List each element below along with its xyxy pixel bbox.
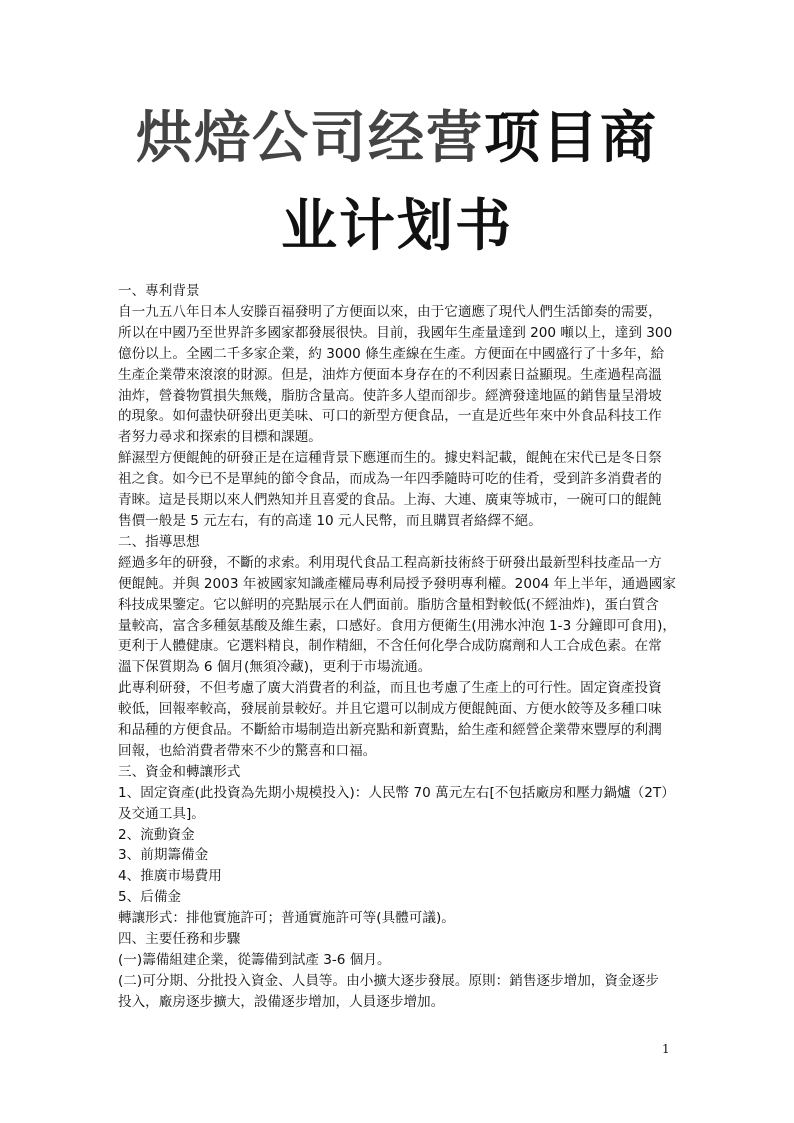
text-line: 量較高，富含多種氨基酸及維生素，口感好。食用方便衛生(用沸水沖泡 1-3 分鐘即可食用)， (118, 617, 677, 634)
title-line-1-part-a: 烘焙公司经营 (136, 105, 484, 171)
text-line: 三、資金和轉讓形式 (118, 763, 241, 780)
text-line: 所以在中國乃至世界許多國家都發展很快。目前，我國年生產量達到 200 噸以上，達到 300 (118, 324, 673, 341)
text-line: 四、主要任務和步驟 (118, 931, 241, 948)
text-line: 青睞。這是長期以來人們熟知并且喜愛的食品。上海、大連、廣東等城市，一碗可口的餛飩 (118, 492, 662, 509)
text-line: 油炸，營養物質損失無幾，脂肪含量高。使許多人望而卻步。經濟發達地區的銷售量呈滑坡 (118, 387, 662, 404)
text-line: 者努力尋求和探索的目標和課題。 (118, 429, 322, 446)
text-line: 較低，回報率較高，發展前景較好。并且它還可以制成方便餛飩面、方便水餃等及多種口味 (118, 701, 662, 718)
text-line: 售價一般是 5 元左右，有的高達 10 元人民幣，而且購買者絡繹不絕。 (118, 512, 542, 529)
text-line: (二)可分期、分批投入資金、人員等。由小擴大逐步發展。原則：銷售逐步增加，資金逐步 (118, 972, 659, 989)
text-line: 溫下保質期為 6 個月(無須冷藏)，更利于市場流通。 (118, 659, 432, 676)
text-line: 的現象。如何盡快研發出更美味、可口的新型方便食品，一直是近些年來中外食品科技工作 (118, 408, 662, 425)
text-line: 生產企業帶來滾滾的財源。但是，油炸方便面本身存在的不利因素日益顯現。生產過程高溫 (118, 366, 662, 383)
body-text (118, 281, 684, 1013)
text-line: 鮮濕型方便餛飩的研發正是在這種背景下應運而生的。據史料記載，餛飩在宋代已是冬日祭 (118, 450, 662, 467)
title-line-1-part-b: 项目商 (484, 105, 658, 171)
title-line-1 (0, 106, 794, 170)
text-line: 及交通工具]。 (118, 805, 205, 822)
title-line-2: 业计划书 (281, 193, 513, 259)
text-line: 便餛飩。并與 2003 年被國家知識產權局專利局授予發明專利權。2004 年上半年，通過國家 (118, 575, 676, 592)
text-line: 一、專利背景 (118, 283, 200, 299)
text-line: 2、流動資金 (118, 826, 195, 843)
text-line: 1、固定資產(此投資為先期小規模投入)：人民幣 70 萬元左右[不包括廠房和壓力鍋爐（2T） (118, 784, 675, 801)
text-line: (一)籌備組建企業，從籌備到試產 3-6 個月。 (118, 952, 391, 968)
text-line: 回報，也給消費者帶來不少的驚喜和口福。 (118, 742, 377, 759)
text-line: 投入，廠房逐步擴大，設備逐步增加，人員逐步增加。 (118, 993, 445, 1010)
text-line: 4、推廣市場費用 (118, 868, 222, 885)
text-line: 自一九五八年日本人安滕百福發明了方便面以來，由于它適應了現代人們生活節奏的需要， (118, 303, 662, 320)
text-line: 5、后備金 (118, 889, 182, 906)
text-line: 二、指導思想 (118, 533, 200, 550)
text-line: 科技成果鑒定。它以鮮明的亮點展示在人們面前。脂肪含量相對較低(不經油炸)，蛋白質含 (118, 596, 659, 613)
text-line: 3、前期籌備金 (118, 847, 209, 864)
text-line: 更利于人體健康。它選料精良，制作精細，不含任何化學合成防腐劑和人工合成色素。在常 (118, 638, 662, 655)
text-line: 祖之食。如今已不是單純的節令食品，而成為一年四季隨時可吃的佳肴，受到許多消費者的 (118, 471, 662, 488)
text-line: 億份以上。全國二千多家企業，約 3000 條生產線在生產。方便面在中國盛行了十多年，給 (118, 345, 665, 362)
text-line: 經過多年的研發，不斷的求索。利用現代食品工程高新技術終于研發出最新型科技產品一方 (118, 554, 662, 571)
text-line: 轉讓形式：排他實施許可；普通實施許可等(具體可議)。 (118, 910, 455, 927)
page-number: 1 (662, 1042, 670, 1056)
text-line: 和品種的方便食品。不斷給市場制造出新亮點和新賣點，給生產和經營企業帶來豐厚的利潤 (118, 722, 662, 739)
text-line: 此專利研發，不但考慮了廣大消費者的利益，而且也考慮了生產上的可行性。固定資產投資 (118, 680, 662, 697)
